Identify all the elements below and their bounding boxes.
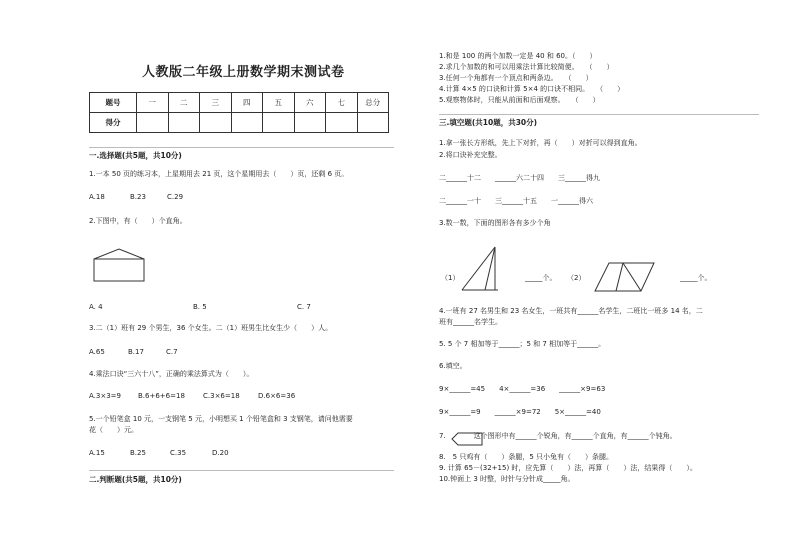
- figure-label-2: （2）: [567, 274, 586, 282]
- judge-item-1: 1.和是 100 的两个加数一定是 40 和 60。（ ）: [439, 52, 597, 60]
- fill-question-5: 5. 5 个 7 相加等于______；5 和 7 相加等于______。: [439, 340, 606, 348]
- judge-item-2: 2.求几个加数的和可以用乘法计算比较简便。 （ ）: [439, 63, 614, 71]
- question-5: 5.一个铅笔盒 10 元，一支钢笔 5 元，小明想买 1 个铅笔盒和 3 支钢笔，请问他需要: [89, 415, 353, 423]
- score-row-label: 得分: [90, 113, 137, 133]
- fill-equation-line-1: 9×______=45 4×______=36 ______×9=63: [439, 385, 606, 393]
- option-c[interactable]: C. 7: [297, 303, 311, 311]
- option-c[interactable]: C.29: [167, 193, 184, 201]
- section-divider: [439, 114, 759, 115]
- option-c[interactable]: C.3×6=18: [203, 392, 240, 400]
- option-c[interactable]: C.35: [170, 449, 187, 457]
- section-divider: [89, 470, 394, 471]
- option-b[interactable]: B.17: [128, 348, 144, 356]
- score-input-cell[interactable]: [231, 113, 263, 133]
- score-input-cell[interactable]: [137, 113, 169, 133]
- judge-item-4: 4.计算 4×5 的口诀和计算 5×4 的口诀不相同。 （ ）: [439, 85, 625, 93]
- score-input-cell[interactable]: [263, 113, 295, 133]
- angle-count-blank-2[interactable]: _____个。: [680, 274, 712, 282]
- score-header-cell: 一: [137, 93, 169, 113]
- section-divider: [89, 147, 394, 148]
- score-header-cell: 六: [294, 93, 326, 113]
- option-a[interactable]: A.65: [89, 348, 105, 356]
- fill-question-8: 8. 5 只鸡有（ ）条腿，5 只小兔有（ ）条腿。: [439, 453, 614, 461]
- section-heading-fill: 三.填空题(共10题，共30分): [439, 118, 538, 127]
- judge-item-5: 5.观察物体时，只能从前面和后面观察。 （ ）: [439, 96, 600, 104]
- angle-count-blank-1[interactable]: _____个。: [525, 274, 557, 282]
- fill-question-4-cont: 班有______名学生。: [439, 318, 502, 326]
- fill-question-2: 2.将口诀补充完整。: [439, 151, 502, 159]
- score-input-cell[interactable]: [357, 113, 389, 133]
- option-b[interactable]: B.25: [130, 449, 146, 457]
- option-d[interactable]: D.20: [212, 449, 229, 457]
- score-table-score-row: [90, 113, 389, 133]
- pentagon-figure: [451, 432, 483, 446]
- page-title: 人教版二年级上册数学期末测试卷: [142, 65, 345, 80]
- judge-item-3: 3.任何一个角都有一个顶点和两条边。 （ ）: [439, 74, 593, 82]
- score-header-cell: 三: [200, 93, 232, 113]
- option-b[interactable]: B. 5: [193, 303, 207, 311]
- multiplication-rhyme-line-1: 二______十二 ______六二十四 三______得九: [439, 174, 600, 182]
- score-input-cell[interactable]: [294, 113, 326, 133]
- option-a[interactable]: A.3×3=9: [89, 392, 121, 400]
- score-table-header-row: [90, 93, 389, 113]
- fill-equation-line-2: 9×______=9 ______×9=72 5×______=40: [439, 408, 601, 416]
- fill-question-3: 3.数一数，下面的图形各有多少个角: [439, 219, 551, 227]
- score-input-cell[interactable]: [200, 113, 232, 133]
- trapezoid-figure: [594, 262, 656, 292]
- section-heading-choice: 一.选择题(共5题，共10分): [89, 151, 182, 160]
- score-header-cell: 二: [168, 93, 200, 113]
- score-input-cell[interactable]: [326, 113, 358, 133]
- fill-question-4: 4.一班有 27 名男生和 23 名女生，一班共有______名学生，二班比一班多 14 名，二: [439, 307, 703, 315]
- option-c[interactable]: C.7: [166, 348, 178, 356]
- question-3: 3.二（1）班有 29 个男生，36 个女生。二（1）班男生比女生少（ ）人。: [89, 324, 333, 332]
- question-5-cont: 花（ ）元。: [89, 426, 138, 434]
- score-header-cell: 题号: [90, 93, 137, 113]
- triangle-figure: [461, 246, 499, 292]
- option-b[interactable]: B.23: [130, 193, 146, 201]
- figure-label-1: （1）: [441, 274, 460, 282]
- option-d[interactable]: D.6×6=36: [258, 392, 296, 400]
- multiplication-rhyme-line-2: 二______一十 三______十五 一______得六: [439, 197, 593, 205]
- section-heading-judge: 二.判断题(共5题，共10分): [89, 475, 182, 484]
- question-2: 2.下图中，有（ ）个直角。: [89, 217, 187, 225]
- option-b[interactable]: B.6+6+6=18: [138, 392, 185, 400]
- envelope-figure: [93, 248, 145, 282]
- option-a[interactable]: A. 4: [89, 303, 103, 311]
- question-4: 4.乘法口诀“三六十八”，正确的乘法算式为（ ）。: [89, 370, 254, 378]
- score-header-cell: 五: [263, 93, 295, 113]
- score-header-cell: 总分: [357, 93, 389, 113]
- fill-question-6: 6.填空。: [439, 362, 467, 370]
- score-input-cell[interactable]: [168, 113, 200, 133]
- score-table: [89, 92, 389, 133]
- fill-question-1: 1.拿一张长方形纸，先上下对折，再（ ）对折可以得到直角。: [439, 139, 642, 147]
- score-header-cell: 四: [231, 93, 263, 113]
- option-a[interactable]: A.15: [89, 449, 105, 457]
- score-header-cell: 七: [326, 93, 358, 113]
- option-a[interactable]: A.18: [89, 193, 105, 201]
- fill-question-10: 10.钟面上 3 时整，时针与分针成_____角。: [439, 475, 575, 483]
- question-1: 1.一本 50 页的练习本，上星期用去 21 页，这个星期用去（ ）页，还剩 6 页。: [89, 170, 349, 178]
- fill-question-9: 9. 计算 65－(32+15) 时，应先算（ ）法，再算（ ）法，结果得（ ）。: [439, 464, 697, 472]
- fill-question-7: 7. 这个图形中有______个锐角，有______个直角，有______个钝角。: [439, 432, 677, 440]
